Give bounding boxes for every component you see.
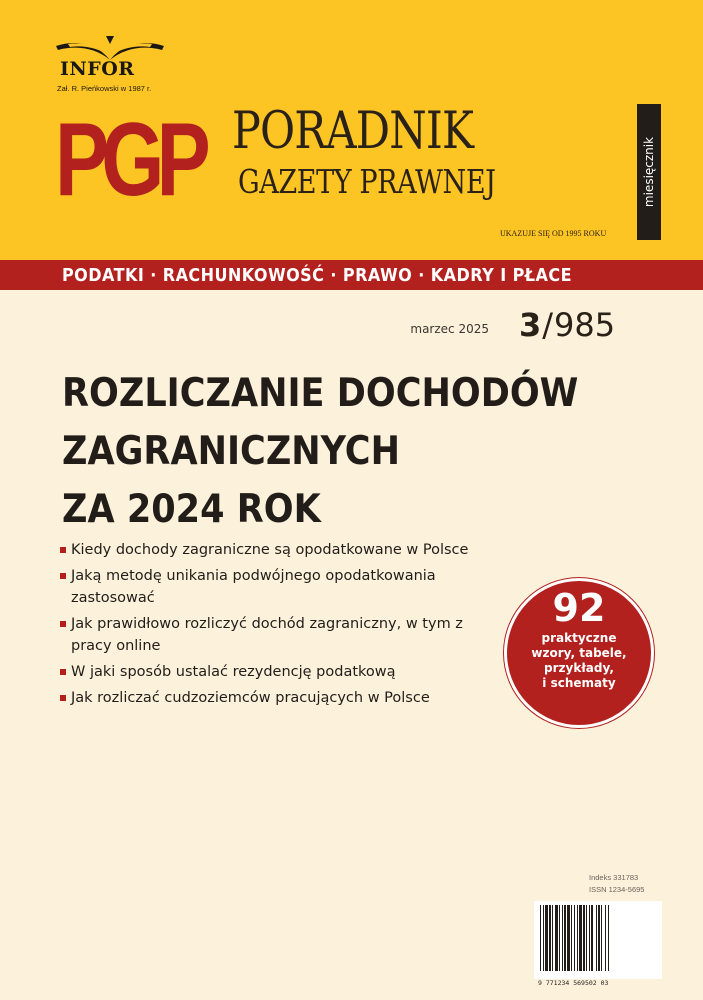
frequency-tab <box>637 104 661 240</box>
topics-list <box>60 539 480 713</box>
list-item-text: Kiedy dochody zagraniczne są opodatkowane w Polsce <box>71 542 469 558</box>
list-item-text: Jaką metodę unikania podwójnego opodatkowania zastosować <box>71 568 436 606</box>
headline-line: ROZLICZANIE DOCHODÓW <box>62 371 579 416</box>
issue-separator: / <box>542 306 554 344</box>
cover-headline <box>62 365 578 539</box>
templates-badge <box>504 578 654 728</box>
publisher-name: INFOR <box>60 58 135 80</box>
issue-total: 985 <box>554 306 616 344</box>
barcode-digits: 9 771234 569502 03 <box>538 979 609 987</box>
badge-line: i schematy <box>542 676 616 690</box>
issue-date: marzec 2025 <box>410 322 489 336</box>
bullet-square-icon <box>60 573 66 579</box>
pgp-logo: PGP <box>55 102 203 218</box>
barcode-icon <box>534 901 662 977</box>
since-note: UKAZUJE SIĘ OD 1995 ROKU <box>500 229 607 238</box>
frequency-label: miesięcznik <box>642 136 656 208</box>
index-number: Indeks 331783 <box>589 873 639 882</box>
bullet-square-icon <box>60 547 66 553</box>
issue-number <box>519 306 615 344</box>
topics-banner <box>0 260 703 290</box>
list-item <box>60 613 480 657</box>
founder-note: Zał. R. Pieńkowski w 1987 r. <box>57 84 152 93</box>
list-item <box>60 539 480 561</box>
bullet-square-icon <box>60 621 66 627</box>
badge-line: praktyczne <box>541 631 617 645</box>
topics-text: PODATKI · RACHUNKOWOŚĆ · PRAWO · KADRY I PŁACE <box>62 265 572 286</box>
badge-line: wzory, tabele, <box>531 646 627 660</box>
badge-line: przykłady, <box>544 661 614 675</box>
barcode <box>534 901 662 987</box>
magazine-subtitle: GAZETY PRAWNEJ <box>238 162 496 201</box>
issn-number: ISSN 1234-5695 <box>589 885 645 894</box>
list-item <box>60 687 480 709</box>
bullet-square-icon <box>60 669 66 675</box>
magazine-title: PORADNIK <box>232 102 474 161</box>
masthead-area <box>0 0 703 260</box>
list-item-text: Jak prawidłowo rozliczyć dochód zagraniczny, w tym z pracy online <box>71 616 463 654</box>
list-item-text: Jak rozliczać cudzoziemców pracujących w Polsce <box>71 690 430 706</box>
list-item <box>60 661 480 683</box>
list-item-text: W jaki sposób ustalać rezydencję podatkową <box>71 664 396 680</box>
list-item <box>60 565 480 609</box>
issue-no: 3 <box>519 306 542 344</box>
headline-line: ZA 2024 ROK <box>62 487 321 532</box>
bullet-square-icon <box>60 695 66 701</box>
badge-text <box>507 631 651 691</box>
headline-line: ZAGRANICZNYCH <box>62 429 400 474</box>
badge-count: 92 <box>552 586 606 630</box>
